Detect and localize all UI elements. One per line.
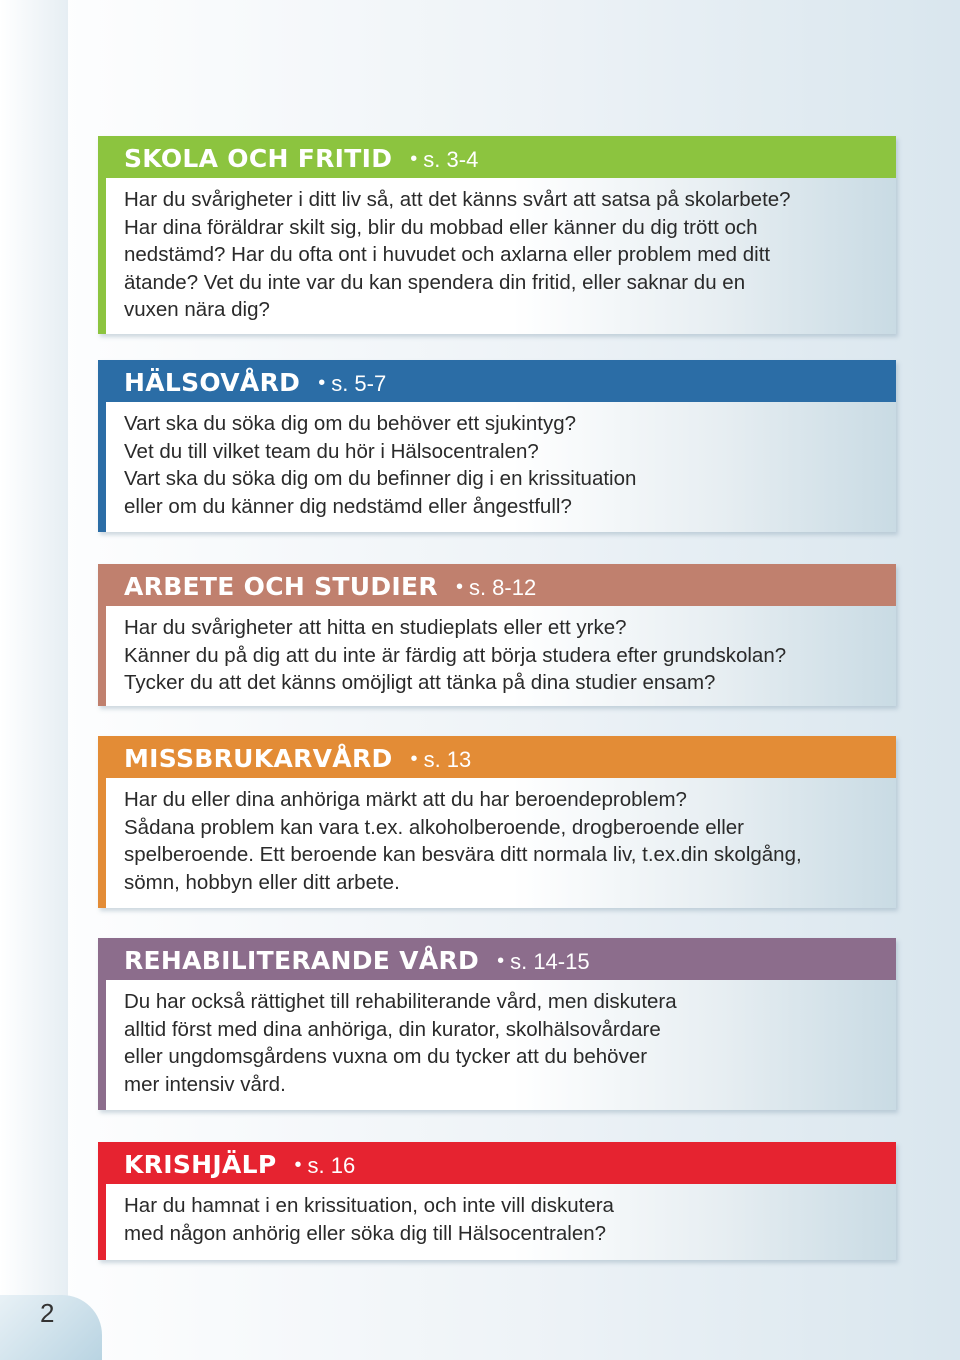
body-line: Har du eller dina anhöriga märkt att du har beroendeproblem? [124,788,687,811]
body-line: alltid först med dina anhöriga, din kurator, skolhälsovårdare [124,1017,661,1041]
body-line: Har du svårigheter att hitta en studieplats eller ett yrke? [124,616,627,639]
section-header [124,1150,355,1180]
body-line: Sådana problem kan vara t.ex. alkoholberoende, drogberoende eller [124,815,744,839]
bullet-icon: • [455,576,463,598]
body-line: mer intensiv vård. [124,1072,286,1096]
section-halsovard [98,360,896,532]
bullet-icon: • [410,148,418,170]
section-left-edge [98,938,106,1110]
section-title: MISSBRUKARVÅRD [124,744,393,773]
body-line: eller ungdomsgårdens vuxna om du tycker att du behöver [124,1045,648,1068]
section-arbete-och-studier [98,564,896,706]
body-line: sömn, hobbyn eller ditt arbete. [124,870,400,894]
body-line: spelberoende. Ett beroende kan besvära ditt normala liv, t.ex.din skolgång, [124,843,802,866]
page-reference: s. 8-12 [468,575,537,600]
section-left-edge [98,736,106,908]
body-line: Känner du på dig att du inte är färdig att börja studera efter grundskolan? [124,643,787,667]
section-missbrukarvard [98,736,896,908]
body-line: eller om du känner dig nedstämd eller ångestfull? [124,494,572,518]
section-body [124,186,876,324]
section-body [124,1192,876,1247]
section-body [124,786,876,896]
body-line: Vet du till vilket team du hör i Hälsocentralen? [124,439,539,463]
bullet-icon: • [410,748,418,770]
body-line: Har du svårigheter i ditt liv så, att det känns svårt att satsa på skolarbete? [124,188,791,211]
section-title: REHABILITERANDE VÅRD [124,946,480,975]
left-margin-band [0,0,68,1360]
body-line: nedstämd? Har du ofta ont i huvudet och axlarna eller problem med ditt [124,243,771,266]
page-reference: s. 3-4 [423,147,479,172]
bullet-icon: • [497,950,505,972]
section-left-edge [98,564,106,706]
section-header [124,744,471,774]
bullet-icon: • [318,372,326,394]
section-header [124,572,536,602]
section-header [124,144,478,174]
section-title: HÄLSOVÅRD [124,368,301,397]
bullet-icon: • [294,1154,302,1176]
section-title: ARBETE OCH STUDIER [124,572,438,601]
page-reference: s. 14-15 [510,949,590,974]
section-body [124,988,876,1098]
page-reference: s. 16 [307,1153,356,1178]
section-skola-och-fritid [98,136,896,334]
section-title: KRISHJÄLP [124,1150,277,1179]
body-line: Du har också rättighet till rehabiliterande vård, men diskutera [124,990,677,1013]
body-line: Vart ska du söka dig om du behöver ett sjukintyg? [124,412,577,435]
body-line: med någon anhörig eller söka dig till Hälsocentralen? [124,1221,607,1245]
body-line: vuxen nära dig? [124,298,270,321]
section-left-edge [98,136,106,334]
section-left-edge [98,1142,106,1260]
section-krishjalp [98,1142,896,1260]
page-number: 2 [40,1298,55,1328]
page-reference: s. 13 [423,747,472,772]
section-header [124,946,590,976]
section-header [124,368,386,398]
section-body [124,614,876,697]
body-line: Har dina föräldrar skilt sig, blir du mobbad eller känner du dig trött och [124,215,758,239]
section-body [124,410,876,520]
body-line: Har du hamnat i en krissituation, och inte vill diskutera [124,1194,614,1217]
page-reference: s. 5-7 [331,371,387,396]
section-title: SKOLA OCH FRITID [124,144,393,173]
section-left-edge [98,360,106,532]
section-rehabiliterande-vard [98,938,896,1110]
body-line: Tycker du att det känns omöjligt att tänka på dina studier ensam? [124,671,716,694]
body-line: Vart ska du söka dig om du befinner dig i en krissituation [124,467,637,490]
body-line: ätande? Vet du inte var du kan spendera din fritid, eller saknar du en [124,270,746,294]
